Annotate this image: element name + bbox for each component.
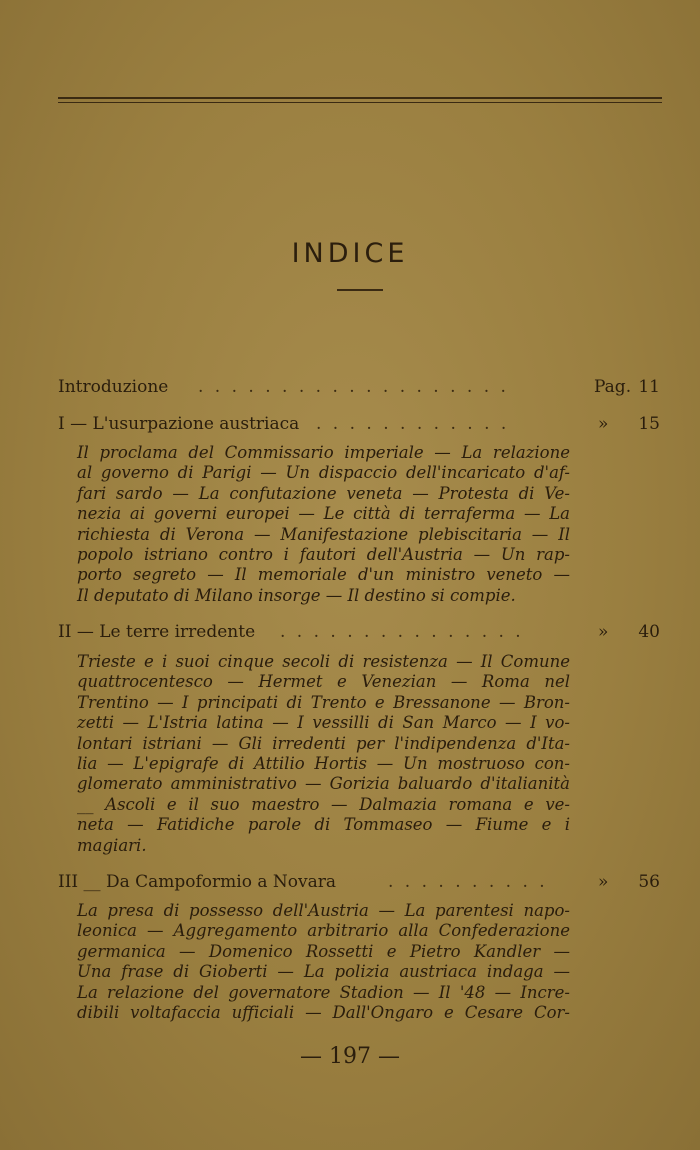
summary-line: Trieste e i suoi cinque secoli di resistenza — Il Comune xyxy=(77,652,570,671)
toc-entry-leader: . . . . . . . . . . . . xyxy=(316,414,510,434)
summary-line: nezia ai governi europei — Le città di terraferma — La xyxy=(77,504,570,524)
toc-entry-summary xyxy=(77,652,570,856)
summary-line: La relazione del governatore Stadion — Il '48 — Incre- xyxy=(77,982,570,1002)
toc-entry-page-prefix: » xyxy=(598,872,609,892)
summary-line: magiari. xyxy=(77,835,147,855)
toc-entry-chapter-3 xyxy=(58,872,664,896)
summary-line: Trentino — I principati di Trento e Bressanone — Bron- xyxy=(77,692,570,712)
toc-entry-leader: . . . . . . . . . . . . . . . xyxy=(280,622,524,642)
top-rule xyxy=(58,97,662,99)
toc-entry-page-prefix: » xyxy=(598,414,609,434)
summary-line: porto segreto — Il memoriale d'un ministro veneto — xyxy=(77,565,570,585)
toc-entry-page: 56 xyxy=(638,872,660,892)
summary-line: Una frase di Gioberti — La polizia austriaca indaga — xyxy=(77,962,570,982)
page-title: INDICE xyxy=(291,238,409,269)
page-number: — 197 — xyxy=(300,1044,400,1069)
summary-line: lia — L'epigrafe di Attilio Hortis — Un mostruoso con- xyxy=(77,753,570,773)
summary-line: lontari istriani — Gli irredenti per l'indipendenza d'Ita- xyxy=(77,733,570,753)
toc-entry-summary xyxy=(77,443,570,606)
toc-entry-chapter-2 xyxy=(58,622,664,646)
toc-entry-introduzione xyxy=(58,377,664,401)
summary-line: neta — Fatidiche parole di Tommaseo — Fiume e i xyxy=(77,815,570,835)
summary-line: al governo di Parigi — Un dispaccio dell'incaricato d'af- xyxy=(77,463,570,483)
toc-entry-label: Introduzione xyxy=(58,377,169,397)
summary-line: La presa di possesso dell'Austria — La parentesi napo- xyxy=(77,901,570,920)
summary-line: germanica — Domenico Rossetti e Pietro Kandler — xyxy=(77,941,570,961)
summary-line: richiesta di Verona — Manifestazione plebiscitaria — Il xyxy=(77,524,570,544)
toc-entry-summary xyxy=(77,901,570,1023)
summary-line: quattrocentesco — Hermet e Venezian — Roma nel xyxy=(77,672,570,692)
toc-entry-label: I — L'usurpazione austriaca xyxy=(58,414,300,434)
summary-line: leonica — Aggregamento arbitrario alla Confederazione xyxy=(77,921,570,941)
toc-entry-leader: . . . . . . . . . . xyxy=(388,872,548,892)
summary-line: glomerato amministrativo — Gorizia baluardo d'italianità xyxy=(77,774,570,794)
summary-line: dibili voltafaccia ufficiali — Dall'Ongaro e Cesare Cor- xyxy=(77,1002,570,1022)
toc-entry-chapter-1 xyxy=(58,414,664,438)
title-rule xyxy=(337,289,383,291)
toc-entry-leader: . . . . . . . . . . . . . . . . . . . xyxy=(198,377,509,397)
top-rule-thin xyxy=(58,102,662,103)
summary-line: zetti — L'Istria latina — I vessilli di San Marco — I vo- xyxy=(77,713,570,733)
summary-line: Il deputato di Milano insorge — Il destino si compie. xyxy=(77,585,516,605)
toc-entry-label: II — Le terre irredente xyxy=(58,622,256,642)
toc-entry-page-prefix: » xyxy=(598,622,609,642)
summary-line: Il proclama del Commissario imperiale — La relazione xyxy=(77,443,570,462)
toc-entry-page: 40 xyxy=(638,622,660,642)
summary-line: popolo istriano contro i fautori dell'Austria — Un rap- xyxy=(77,544,570,564)
summary-line: __ Ascoli e il suo maestro — Dalmazia romana e ve- xyxy=(77,794,570,814)
summary-line: fari sardo — La confutazione veneta — Protesta di Ve- xyxy=(77,483,570,503)
toc-entry-page: 15 xyxy=(638,414,660,434)
toc-entry-label: III __ Da Campoformio a Novara xyxy=(58,872,337,892)
toc-entry-page-prefix: Pag. xyxy=(594,377,632,397)
toc-entry-page: 11 xyxy=(638,377,660,397)
